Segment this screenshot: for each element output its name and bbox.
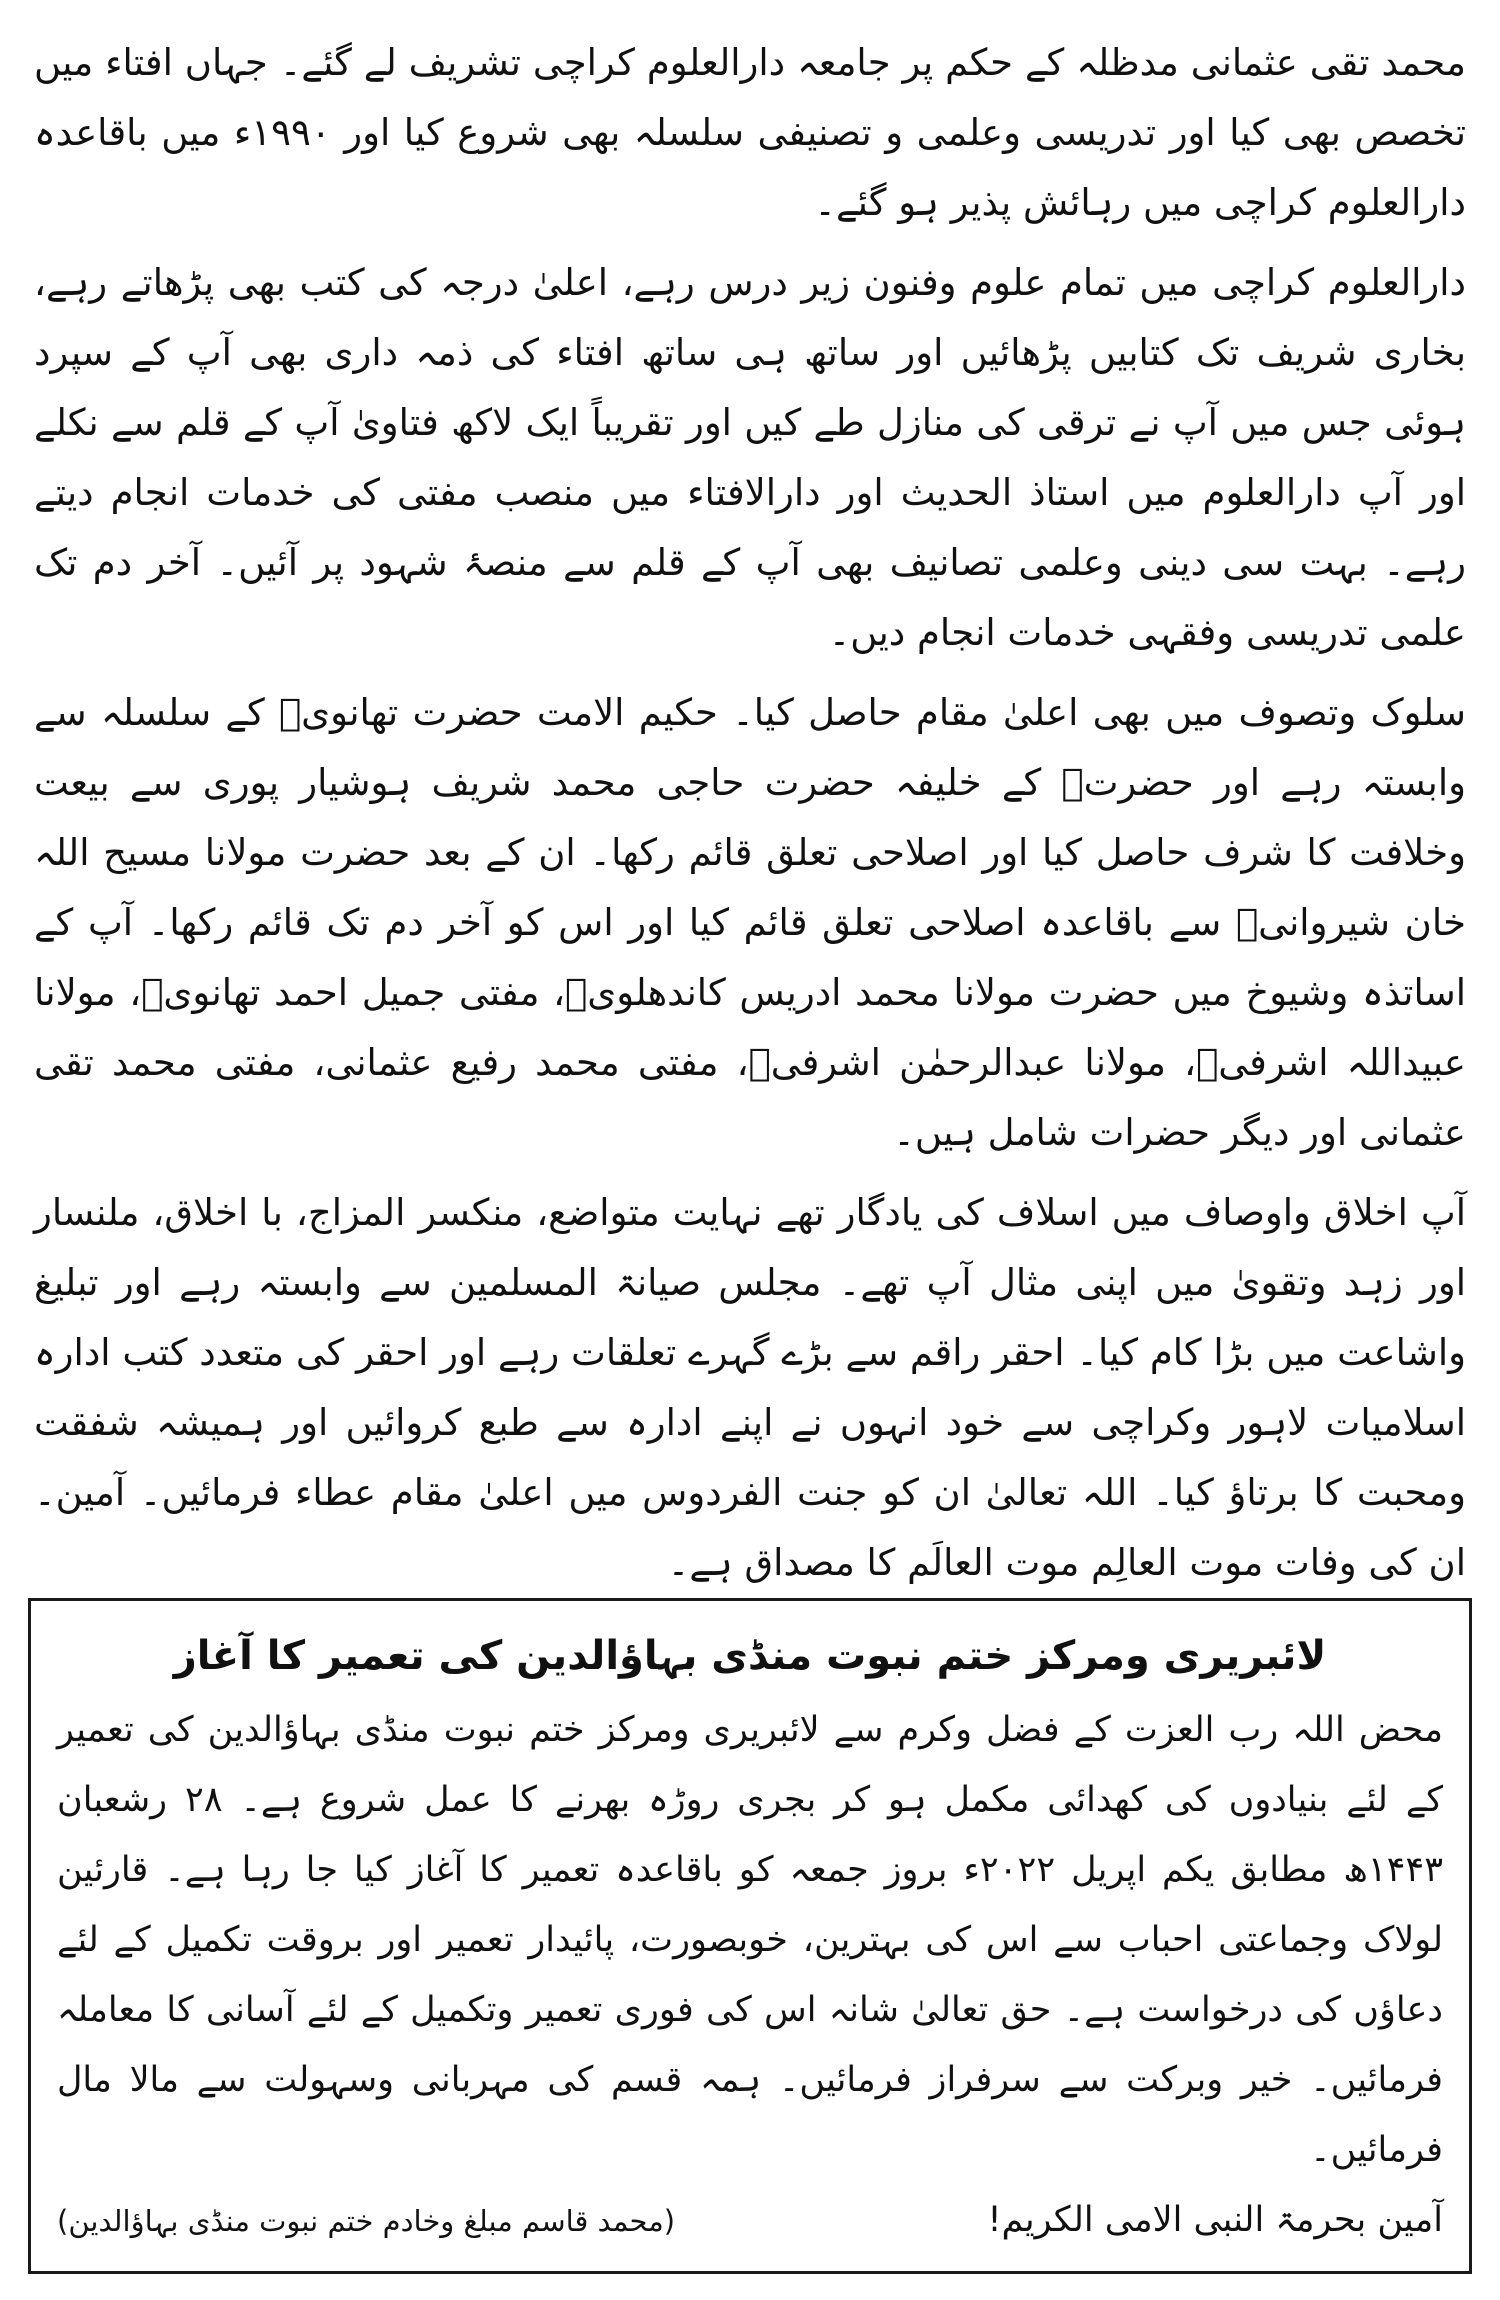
article-paragraph-4: آپ اخلاق واوصاف میں اسلاف کی یادگار تھے نہایت متواضع، منکسر المزاج، با اخلاق، ملنسار اور زہد وتقویٰ میں اپنی مثال آپ تھے۔ مجلس صیانۃ المسلمین سے وابستہ رہے اور تبلیغ واشاعت میں بڑا کام کیا۔ احقر راقم سے بڑے گہرے تعلقات رہے اور احقر کی متعدد کتب ادارہ اسلامیات لاہور وکراچی سے خود انہوں نے اپنے ادارہ سے طبع کروائیں اور ہمیشہ شفقت ومحبت کا برتاؤ کیا۔ اللہ تعالیٰ ان کو جنت الفردوس میں اعلیٰ مقام عطاء فرمائیں۔ آمین۔ ان کی وفات موت العالِم موت العالَم کا مصداق ہے۔ [34,1191,1466,1584]
notice-footer [57,2185,1443,2256]
notice-closing: آمین بحرمۃ النبی الامی الکریم! [987,2200,1443,2240]
article-paragraph-2: دارالعلوم کراچی میں تمام علوم وفنون زیر درس رہے، اعلیٰ درجہ کی کتب بھی پڑھاتے رہے، بخاری شریف تک کتابیں پڑھائیں اور ساتھ ہی ساتھ افتاء کی ذمہ داری بھی آپ کے سپرد ہوئی جس میں آپ نے ترقی کی منازل طے کیں اور تقریباً ایک لاکھ فتاویٰ آپ کے قلم سے نکلے اور آپ دارالعلوم میں استاذ الحدیث اور دارالافتاء میں منصب مفتی کی خدمات انجام دیتے رہے۔ بہت سی دینی وعلمی تصانیف بھی آپ کے قلم سے منصۂ شہود پر آئیں۔ آخر دم تک علمی تدریسی وفقہی خدمات انجام دیں۔ [34,261,1466,654]
notice-body: محض اللہ رب العزت کے فضل وکرم سے لائبریری ومرکز ختم نبوت منڈی بہاؤالدین کی تعمیر کے لئے بنیادوں کی کھدائی مکمل ہو کر بجری روڑہ بھرنے کا عمل شروع ہے۔ ۲۸ رشعبان ۱۴۴۳ھ مطابق یکم اپریل ۲۰۲۲ء بروز جمعہ کو باقاعدہ تعمیر کا آغاز کیا جا رہا ہے۔ قارئین لولاک وجماعتی احباب سے اس کی بہترین، خوبصورت، پائیدار تعمیر اور بروقت تکمیل کے لئے دعاؤں کی درخواست ہے۔ حق تعالیٰ شانہ اس کی فوری تعمیر وتکمیل کے لئے آسانی کا معاملہ فرمائیں۔ خیر وبرکت سے سرفراز فرمائیں۔ ہمہ قسم کی مہربانی وسہولت سے مالا مال فرمائیں۔ [57,1710,1443,2170]
article-paragraph-1: محمد تقی عثمانی مدظلہ کے حکم پر جامعہ دارالعلوم کراچی تشریف لے گئے۔ جہاں افتاء میں تخصص بھی کیا اور تدریسی وعلمی و تصنیفی سلسلہ بھی شروع کیا اور ۱۹۹۰ء میں باقاعدہ دارالعلوم کراچی میں رہائش پذیر ہو گئے۔ [34,41,1467,224]
notice-box [28,1598,1472,2274]
article [34,28,1466,1598]
article-paragraph-3: سلوک وتصوف میں بھی اعلیٰ مقام حاصل کیا۔ حکیم الامت حضرت تھانویؒ کے سلسلہ سے وابستہ رہے اور حضرتؒ کے خلیفہ حضرت حاجی محمد شریف ہوشیار پوری سے بیعت وخلافت کا شرف حاصل کیا اور اصلاحی تعلق قائم رکھا۔ ان کے بعد حضرت مولانا مسیح اللہ خان شیروانیؒ سے باقاعدہ اصلاحی تعلق قائم کیا اور اس کو آخر دم تک قائم رکھا۔ آپ کے اساتذہ وشیوخ میں حضرت مولانا محمد ادریس کاندھلویؒ، مفتی جمیل احمد تھانویؒ، مولانا عبیداللہ اشرفیؒ، مولانا عبدالرحمٰن اشرفیؒ، مفتی محمد رفیع عثمانی، مفتی محمد تقی عثمانی اور دیگر حضرات شامل ہیں۔ [34,691,1466,1154]
notice-title: لائبریری ومرکز ختم نبوت منڈی بہاؤالدین کی تعمیر کا آغاز [173,1633,1327,1679]
notice-signature: (محمد قاسم مبلغ وخادم ختم نبوت منڈی بہاؤالدین) [57,2204,676,2238]
